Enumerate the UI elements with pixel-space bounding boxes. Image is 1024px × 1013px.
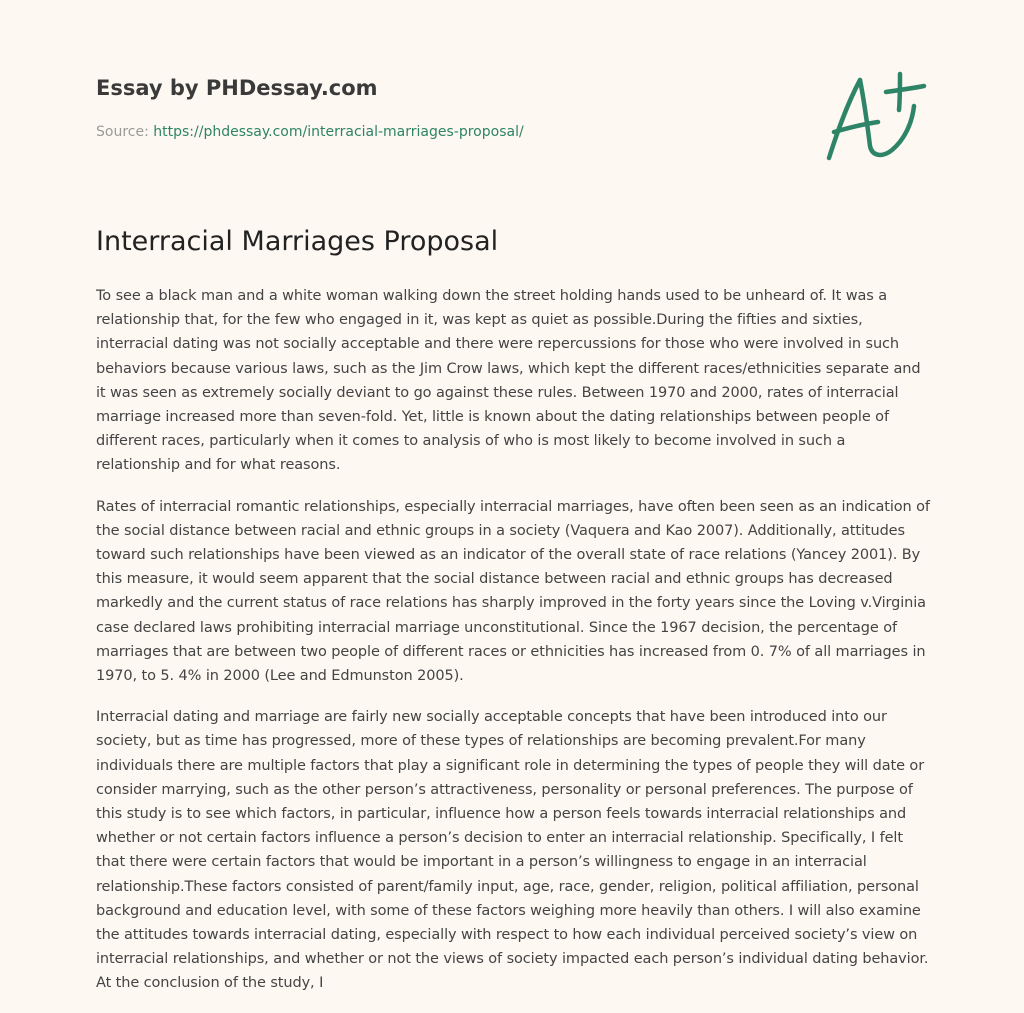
site-title: Essay by PHDessay.com bbox=[96, 76, 378, 100]
a-plus-logo bbox=[820, 66, 930, 166]
essay-title: Interracial Marriages Proposal bbox=[96, 226, 499, 257]
essay-body bbox=[96, 284, 932, 1013]
source-label: Source: bbox=[96, 124, 154, 140]
source-link[interactable]: https://phdessay.com/interracial-marriages-proposal/ bbox=[153, 124, 524, 140]
source-line bbox=[96, 124, 524, 140]
essay-paragraph: Rates of interracial romantic relationships, especially interracial marriages, have often been seen as an indication of the social distance between racial and ethnic groups in a society (Vaquera and Kao 2007). Additionally, attitudes toward such relationships have been viewed as an indicator of the overall state of race relations (Yancey 2001). By this measure, it would seem apparent that the social distance between racial and ethnic groups has decreased markedly and the current status of race relations has sharply improved in the forty years since the Loving v.Virginia case declared laws prohibiting interracial marriage unconstitutional. Since the 1967 decision, the percentage of marriages that are between two people of different races or ethnicities has increased from 0. 7% of all marriages in 1970, to 5. 4% in 2000 (Lee and Edmunston 2005). bbox=[96, 498, 930, 685]
essay-paragraph: Interracial dating and marriage are fairly new socially acceptable concepts that have been introduced into our society, but as time has progressed, more of these types of relationships are becoming prevalent.For many individuals there are multiple factors that play a significant role in determining the types of people they will date or consider marrying, such as the other person’s attractiveness, personality or personal preferences. The purpose of this study is to see which factors, in particular, influence how a person feels towards interracial relationships and whether or not certain factors influence a person’s decision to enter an interracial relationship. Specifically, I felt that there were certain factors that would be important in a person’s willingness to engage in an interracial relationship.These factors consisted of parent/family input, age, race, gender, religion, political affiliation, personal background and education level, with some of these factors weighing more heavily than others. I will also examine the attitudes towards interracial dating, especially with respect to how each individual perceived society’s view on interracial relationships, and whether or not the views of society impacted each person’s individual dating behavior. At the conclusion of the study, I bbox=[96, 709, 929, 992]
essay-paragraph: To see a black man and a white woman walking down the street holding hands used to be unheard of. It was a relationship that, for the few who engaged in it, was kept as quiet as possible.During the fifties and sixties, interracial dating was not socially acceptable and there were repercussions for those who were involved in such behaviors because various laws, such as the Jim Crow laws, which kept the different races/ethnicities separate and it was seen as extremely socially deviant to go against these rules. Between 1970 and 2000, rates of interracial marriage increased more than seven-fold. Yet, little is known about the dating relationships between people of different races, particularly when it comes to analysis of who is most likely to become involved in such a relationship and for what reasons. bbox=[96, 288, 921, 474]
